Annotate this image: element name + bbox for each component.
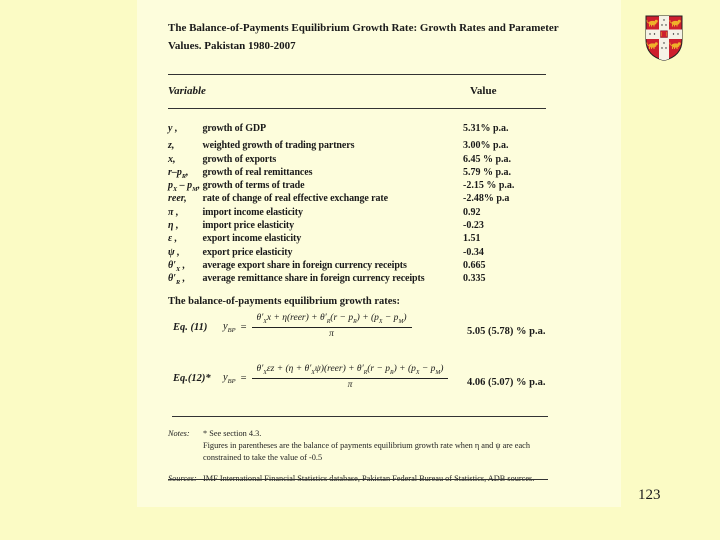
cambridge-crest-icon [644,14,684,62]
table-row [168,232,588,245]
variable-symbol: reer, [168,193,187,205]
equation-12-denominator: π [347,380,353,391]
table-row [168,259,588,272]
equation-12-numerator: $\theta'_X\varepsilon z + (\eta$ + $\theta'_X\psi)(reer) + \theta'_R(r - p_R) + (p_X - p_M)$ [252,364,449,379]
variable-description: average remittance share in foreign currency receipts [202,273,425,285]
variable-description: import income elasticity [202,206,303,218]
variable-symbol: $r-p_R$, [168,166,189,180]
equation-12-lhs: $y_{BP}$ [223,371,236,385]
table-header [168,85,560,97]
table-header-variable: Variable [168,85,206,97]
notes-indent [168,440,203,464]
equation-11-numerator: $\theta'_Xx$ + η(reer) + $\theta'_R(r - p_R) + (p_X - p_M)$ [252,313,412,328]
divider-line [168,74,546,75]
sources-label: Sources: [168,474,197,484]
note-line-2: Figures in parentheses are the balance of payments equilibrium growth rate when η and ψ are each constrained to take the value of -0.5 [203,441,530,463]
variable-value: -2.15 % p.a. [463,180,515,192]
variable-description: weighted growth of trading partners [202,140,355,152]
equation-12-value: 4.06 (5.07) % p.a. [467,377,546,388]
variable-value: 0.92 [463,206,481,218]
variable-symbol: ψ , [168,246,180,258]
variable-description: growth of terms of trade [202,180,305,192]
content-panel [137,0,621,507]
variable-symbol: η , [168,220,179,232]
parameter-table [168,122,588,286]
variable-value: 0.335 [463,273,486,285]
equation-11-label: Eq. (11) [173,321,208,333]
variable-symbol: ε , [168,233,178,245]
equation-12-fraction [252,364,449,392]
variable-description: growth of real remittances [202,166,313,178]
note-line-1: * See section 4.3. [203,429,262,438]
sources-text: IMF International Financial Statistics database, Pakistan Federal Bureau of Statistics, ADB sources. [203,474,535,484]
equation-11-fraction [252,313,412,341]
variable-value: 0.665 [463,259,486,271]
variable-symbol: $\theta'_X$ , [168,259,186,273]
variable-symbol: y , [168,123,178,134]
variable-description: growth of GDP [202,123,267,134]
equation-11-value: 5.05 (5.78) % p.a. [467,326,546,337]
variable-description: growth of exports [202,153,277,165]
table-row [168,122,588,135]
equals-sign: = [240,321,247,333]
table-row [168,153,588,166]
variable-value: -0.34 [463,246,484,258]
variable-value: -2.48% p.a [463,193,510,205]
variable-description: rate of change of real effective exchange rate [202,193,388,205]
table-row [168,192,588,205]
table-header-value: Value [470,85,497,97]
table-row [168,179,588,192]
variable-description: export price elasticity [202,246,293,258]
notes-section [168,428,558,485]
variable-symbol: $\theta'_R$ , [168,273,186,287]
equals-sign: = [240,372,247,384]
page-number: 123 [638,487,661,503]
table-row [168,219,588,232]
variable-symbol: x, [168,153,176,165]
table-row [168,246,588,259]
variable-symbol: $p_X - p_M$, [168,180,201,194]
variable-symbol: π , [168,206,179,218]
equations-section-title: The balance-of-payments equilibrium growth rates: [168,296,400,307]
variable-value: 5.31% p.a. [463,123,509,134]
variable-value: 1.51 [463,233,481,245]
equation-12 [173,364,448,392]
table-row [168,206,588,219]
table-row [168,272,588,285]
variable-description: export income elasticity [202,233,302,245]
equation-12-label: Eq.(12)* [173,372,211,384]
notes-label: Notes: [168,429,190,438]
variable-value: -0.23 [463,220,484,232]
equation-11-denominator: π [329,329,334,340]
equation-11 [173,313,412,341]
variable-description: average export share in foreign currency receipts [202,259,407,271]
variable-symbol: z, [168,140,175,152]
equation-11-lhs: $y_{BP}$ [223,320,236,334]
variable-value: 3.00% p.a. [463,140,509,152]
table-row [168,166,588,179]
variable-value: 6.45 % p.a. [463,153,512,165]
variable-value: 5.79 % p.a. [463,166,512,178]
divider-line [172,416,548,417]
divider-line [168,108,546,109]
divider-line [168,479,548,480]
table-row [168,139,588,152]
variable-description: import price elasticity [202,220,295,232]
slide-title: The Balance-of-Payments Equilibrium Growth Rate: Growth Rates and Parameter Values. Pakistan 1980-2007 [168,22,559,52]
